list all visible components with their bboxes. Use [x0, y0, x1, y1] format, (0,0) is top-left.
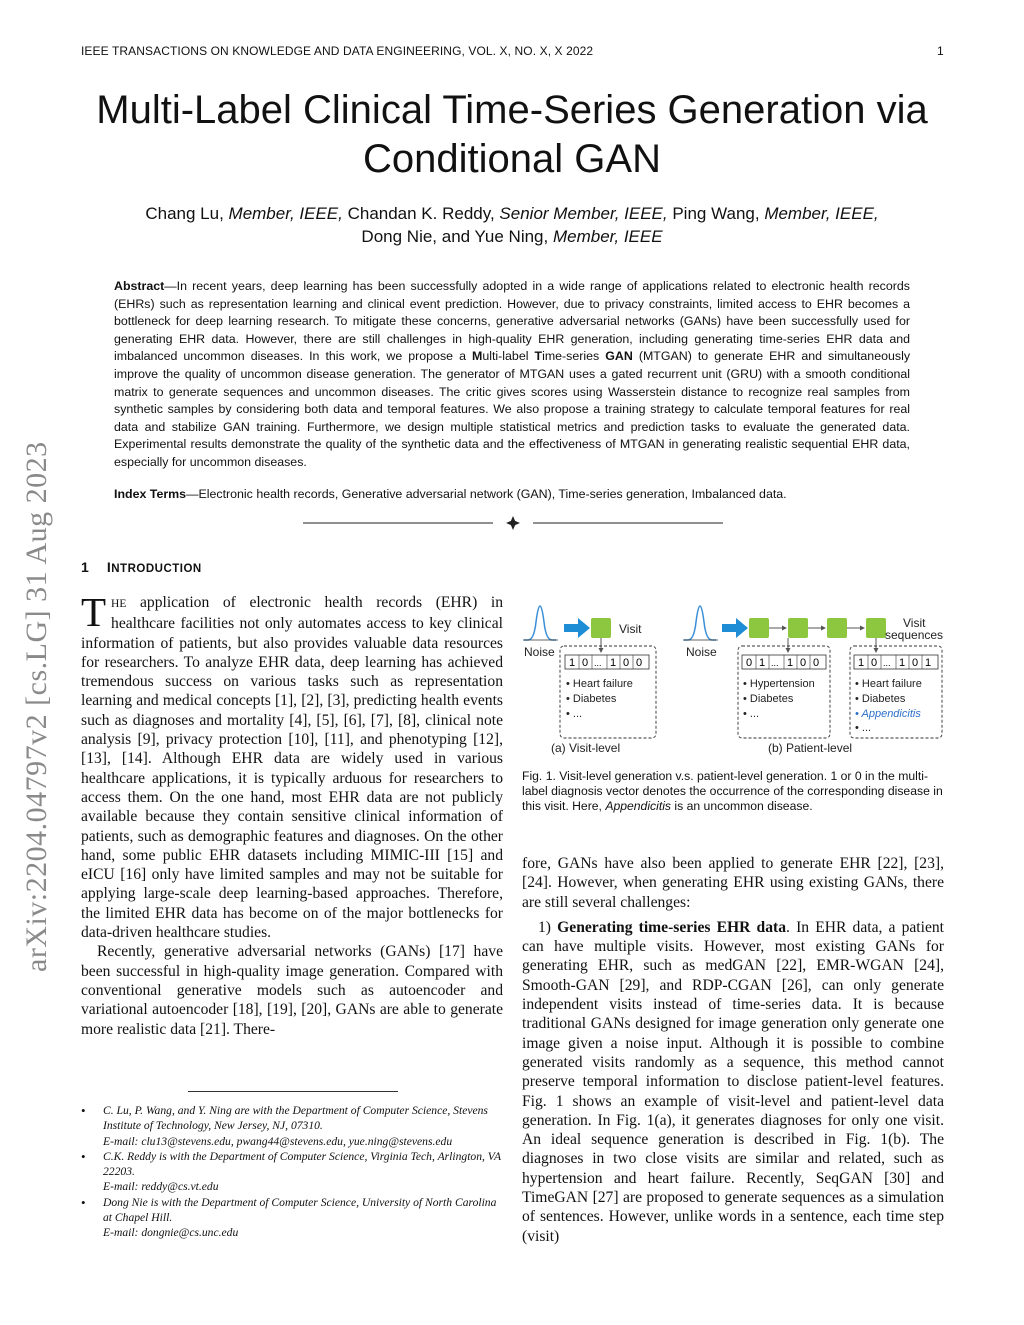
author-name: Ping Wang,	[667, 204, 765, 223]
section-divider	[303, 513, 723, 533]
running-header: IEEE TRANSACTIONS ON KNOWLEDGE AND DATA ENGINEERING, VOL. X, NO. X, X 2022	[81, 44, 594, 58]
generator-cell	[749, 618, 769, 638]
author-role: Member, IEEE,	[764, 204, 879, 223]
author-list	[60, 202, 964, 248]
panel-label-a: (a) Visit-level	[551, 741, 621, 755]
vector-cell: 1	[610, 657, 617, 669]
vector-cell: 1	[759, 657, 766, 669]
visit-sequences-label: sequences	[885, 628, 944, 642]
noise-distribution-icon	[524, 606, 556, 640]
vector-cell: ...	[883, 658, 891, 668]
arrow-icon	[564, 618, 590, 638]
index-terms-label: Index Terms	[114, 487, 187, 501]
vector-cell: 1	[899, 657, 906, 669]
vector-cell: 0	[746, 657, 753, 669]
diagnosis-vector-a	[565, 655, 649, 669]
noise-label: Noise	[686, 645, 717, 659]
arxiv-identifier: arXiv:2204.04797v2 [cs.LG] 31 Aug 2023	[20, 441, 53, 972]
figure-panel-b	[683, 606, 943, 755]
paper-title: Multi-Label Clinical Time-Series Generation via Conditional GAN	[96, 88, 928, 181]
footnote: • C.K. Reddy is with the Department of Computer Science, Virginia Tech, Arlington, VA 22203. E-mail: reddy@cs.vt.edu	[81, 1149, 503, 1195]
svg-text:• ...: • ...	[743, 708, 760, 720]
arrow-icon	[722, 618, 748, 638]
diagnosis-item: Diabetes	[572, 693, 617, 705]
diagnosis-item: ...	[861, 722, 872, 734]
author-role: Senior Member, IEEE,	[499, 204, 668, 223]
svg-text:• Diabetes: • Diabetes	[566, 693, 617, 705]
diagnosis-item: ...	[749, 708, 760, 720]
svg-text:• ...: • ...	[855, 722, 872, 734]
left-column	[81, 589, 503, 1039]
footnote: • Dong Nie is with the Department of Computer Science, University of North Carolina at Chapel Hill. E-mail: dongnie@cs.unc.edu	[81, 1195, 503, 1241]
author-name: Dong Nie, and Yue Ning,	[361, 227, 553, 246]
svg-text:• Heart failure: • Heart failure	[566, 678, 633, 690]
vector-cell: 0	[800, 657, 807, 669]
drop-cap: T	[81, 589, 107, 635]
diagnosis-item: Heart failure	[861, 678, 922, 690]
body-paragraph: fore, GANs have also been applied to generate EHR [22], [23], [24]. However, when generating EHR using existing GANs, there are still several challenges:	[522, 855, 944, 911]
diagnosis-item: Diabetes	[749, 693, 794, 705]
noise-label: Noise	[524, 645, 555, 659]
vector-cell: 1	[925, 657, 932, 669]
footnote: • C. Lu, P. Wang, and Y. Ning are with the Department of Computer Science, Stevens Institute of Technology, New Jersey, NJ, 07310. E-mail: clu13@stevens.edu, pwang44@stevens.edu, yue.ning@stevens.edu	[81, 1103, 503, 1149]
generator-cell	[827, 618, 847, 638]
figure-panel-a	[523, 606, 656, 755]
uncommon-diagnosis-item: Appendicitis	[861, 708, 921, 720]
author-name: Chang Lu,	[145, 204, 229, 223]
footnote-rule	[188, 1091, 398, 1092]
vector-cell: 0	[871, 657, 878, 669]
svg-text:• Diabetes: • Diabetes	[743, 693, 794, 705]
svg-text:• Diabetes: • Diabetes	[855, 693, 906, 705]
svg-text:• Hypertension: • Hypertension	[743, 678, 815, 690]
visit-label: Visit	[619, 622, 642, 636]
panel-label-b: (b) Patient-level	[768, 741, 853, 755]
noise-distribution-icon	[684, 606, 716, 640]
author-role: Member, IEEE,	[228, 204, 343, 223]
index-terms: Index Terms—Electronic health records, Generative adversarial network (GAN), Time-series generation, Imbalanced data.	[114, 487, 787, 501]
vector-cell: 1	[787, 657, 794, 669]
vector-cell: ...	[594, 658, 602, 668]
vector-cell: 0	[623, 657, 630, 669]
right-column	[522, 854, 944, 1246]
footnotes	[81, 1103, 503, 1241]
diagnosis-item: ...	[572, 708, 583, 720]
abstract: Abstract—In recent years, deep learning has been successfully adopted in a wide range of applications related to electronic health records (EHRs) such as representation learning and clinical event prediction. However, due to privacy constraints, limited access to EHR becomes a bottleneck for deep learning research. To mitigate these concerns, generative adversarial networks (GANs) have been successfully used for generating EHR data. However, there are still challenges in high-quality EHR generation, including generating time-series EHR data and imbalanced uncommon diseases. In this work, we propose a Multi-label Time-series GAN (MTGAN) to generate EHR and simultaneously improve the quality of uncommon disease generation. The generator of MTGAN uses a gated recurrent unit (GRU) with a smooth conditional matrix to generate sequences and uncommon diseases. The critic gives scores using Wasserstein distance to recognize real samples from synthetic samples by considering both data and temporal features. We also propose a training strategy to calculate temporal features for real data and stabilize GAN training. Furthermore, we design multiple statistical metrics and prediction tasks to evaluate the generated data. Experimental results demonstrate the quality of the synthetic data and the effectiveness of MTGAN in generating realistic sequential EHR data, especially for uncommon diseases.	[114, 279, 911, 469]
page-number: 1	[937, 44, 944, 58]
figure-caption: Fig. 1. Visit-level generation v.s. patient-level generation. 1 or 0 in the multi-label diagnosis vector denotes the occurrence of the corresponding disease in this visit. Here, Appendicitis is an uncommon disease.	[522, 769, 943, 813]
abstract-label: Abstract	[114, 279, 165, 293]
vector-cell: 1	[569, 657, 576, 669]
section-heading: 1 INTRODUCTION	[81, 559, 202, 575]
svg-text:• Heart failure: • Heart failure	[855, 678, 922, 690]
svg-text:• ...: • ...	[566, 708, 583, 720]
diagnosis-item: Diabetes	[861, 693, 906, 705]
visit-sequences-label: Visit	[903, 616, 926, 630]
vector-cell: 1	[858, 657, 865, 669]
diagnosis-item: Hypertension	[749, 678, 815, 690]
diagnosis-vector-b2	[854, 655, 938, 669]
author-name: Chandan K. Reddy,	[342, 204, 500, 223]
body-paragraph: Recently, generative adversarial networks (GANs) [17] have been successful in high-quality image generation. Compared with conventional generative models such as autoencoder and variational autoencoder [18], [19], [20], GANs are able to generate more realistic data [21]. There-	[81, 943, 503, 1038]
generator-cell	[591, 618, 611, 638]
vector-cell: 0	[813, 657, 820, 669]
svg-text:• Appendicitis: • Appendicitis	[855, 708, 921, 720]
vector-cell: 0	[582, 657, 589, 669]
diagnosis-vector-b1	[742, 655, 826, 669]
figure-1	[518, 600, 948, 760]
vector-cell: 0	[636, 657, 643, 669]
author-role: Member, IEEE	[552, 227, 663, 246]
challenge-item: 1) Generating time-series EHR data. In EHR data, a patient can have multiple visits. However, most existing GANs for generating EHR, such as medGAN [22], EMR-WGAN [24], Smooth-GAN [29], and RDP-CGAN [26], can only generate independent visits instead of time-series data. It is because traditional GANs designed for image generation only generate one image given a noise input. Although it is possible to combine generated visits randomly as a sequence, this method cannot preserve temporal information to disclose patient-level features. Fig. 1 shows an example of visit-level and patient-level data generation. In Fig. 1(a), it generates diagnoses for only one visit. An ideal sequence generation is described in Fig. 1(b). The diagnoses in two close visits are similar and related, such as hypertension and heart failure. Recently, SeqGAN [30] and TimeGAN [27] are proposed to generate sequences as a simulation of sentences. However, unlike words in a sentence, each time step (visit)	[522, 918, 945, 1245]
generator-cell	[866, 618, 886, 638]
vector-cell: ...	[771, 658, 779, 668]
generator-cell	[788, 618, 808, 638]
diagnosis-item: Heart failure	[572, 678, 633, 690]
intro-paragraph: THE application of electronic health records (EHR) in healthcare facilities not only automates access to key clinical information of patients, but also provides valuable data resources for researchers. To analyze EHR data, deep learning has achieved tremendous success on various tasks such as representation learning and medical concepts [1], [2], [3], predicting health events such as diagnoses and mortality [4], [5], [6], [7], [8], clinical note analysis [9], privacy protection [10], [11], and phenotyping [12], [13], [14]. Although EHR data are widely used in various healthcare applications, it is typically arduous for researchers to access them. On the one hand, most EHR data are not publicly available because they contain sensitive clinical information of patients, such as demographic features and diagnoses. On the other hand, some public EHR datasets including MIMIC-III [15] and eICU [16] only have limited samples and may not be suitable for applying large-scale deep learning-based approaches. Therefore, the limited EHR data has become on of the major bottlenecks for data-driven healthcare studies.	[81, 589, 503, 942]
vector-cell: 0	[912, 657, 919, 669]
